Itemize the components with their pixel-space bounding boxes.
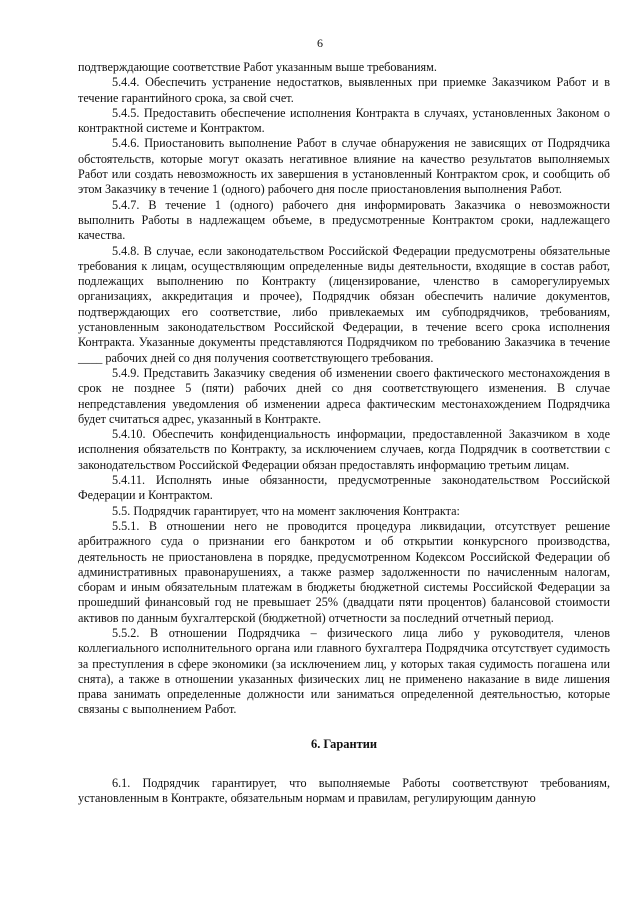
paragraph: 5.4.5. Предоставить обеспечение исполнения Контракта в случаях, установленных Законом о контрактной системе и Контрактом. [78, 105, 610, 136]
paragraph: 5.4.7. В течение 1 (одного) рабочего дня информировать Заказчика о невозможности выполнить Работы в надлежащем объеме, в предусмотренные Контрактом сроки, надлежащего качества. [78, 197, 610, 243]
paragraph: 5.5. Подрядчик гарантирует, что на момент заключения Контракта: [112, 503, 460, 518]
paragraph: 5.5.2. В отношении Подрядчика – физического лица либо у руководителя, членов коллегиального исполнительного органа или главного бухгалтера Подрядчика отсутствует судимость за преступления в сфере экономики (за исключением лиц, у которых такая судимость погашена или снята), а также в отношении указанных физических лиц не применено наказание в виде лишения права занимать определенные должности или заниматься определенной деятельностью, которые связаны с выполнением Работ. [78, 625, 610, 717]
paragraph: 5.4.11. Исполнять иные обязанности, предусмотренные законодательством Российской Федерации и Контрактом. [78, 473, 610, 503]
paragraph: 5.4.6. Приостановить выполнение Работ в случае обнаружения не зависящих от Подрядчика обстоятельств, которые могут оказать негативное влияние на качество результатов выполняемых Работ или создать невозможность их завершения в установленный Контрактом срок, и сообщить об этом Заказчику в течение 1 (одного) рабочего дня после приостановления выполнения Работ. [78, 136, 610, 197]
paragraphs-before-heading [78, 60, 610, 718]
page-number: 6 [317, 36, 323, 50]
paragraph: 5.4.8. В случае, если законодательством Российской Федерации предусмотрены обязательные требования к лицам, осуществляющим определенные виды деятельности, входящие в состав работ, подлежащих выполнению по Контракту (лицензирование, членство в саморегулируемых организациях, аккредитация и прочее), Подрядчик обязан обеспечить наличие документов, подтверждающих его соответствие, либо привлекаемых им субподрядчиков, требованиям, установленным законодательством Российской Федерации, в течение всего срока исполнения Контракта. Указанные документы представляются Подрядчиком по требованию Заказчика в течение ____ рабочих дней со дня получения соответствующего требования. [78, 243, 610, 365]
paragraph: 5.4.4. Обеспечить устранение недостатков, выявленных при приемке Заказчиком Работ и в течение гарантийного срока, за свой счет. [78, 75, 610, 105]
section-heading: 6. Гарантии [311, 736, 377, 751]
paragraphs-after-heading [78, 776, 610, 807]
paragraph: 6.1. Подрядчик гарантирует, что выполняемые Работы соответствуют требованиям, установленным в Контракте, обязательным нормам и правилам, регулирующим данную [78, 775, 610, 806]
paragraph: 5.4.9. Представить Заказчику сведения об изменении своего фактического местонахождения в срок не позднее 5 (пяти) рабочих дней со дня соответствующего изменения. В случае непредставления уведомления об изменении адреса фактическим местонахождением Подрядчика будет считаться адрес, указанный в Контракте. [78, 365, 610, 426]
paragraph: подтверждающие соответствие Работ указанным выше требованиям. [78, 60, 437, 74]
document-body [78, 60, 610, 806]
paragraph: 5.4.10. Обеспечить конфиденциальность информации, предоставленной Заказчиком в ходе исполнения обязательств по Контракту, за исключением случаев, когда Подрядчик в соответствии с законодательством Российской Федерации обязан предоставлять информацию третьим лицам. [78, 427, 610, 472]
paragraph: 5.5.1. В отношении него не проводится процедура ликвидации, отсутствует решение арбитражного суда о признании его банкротом и об открытии конкурсного производства, деятельность не приостановлена в порядке, предусмотренном Кодексом Российской Федерации об административных правонарушениях, а также размер задолженности по начисленным налогам, сборам и иным обязательным платежам в бюджеты бюджетной системы Российской Федерации за прошедший финансовый год не превышает 25% (двадцати пяти процентов) балансовой стоимости активов по данным бухгалтерской (бюджетной) отчетности за последний отчетный период. [78, 518, 610, 625]
